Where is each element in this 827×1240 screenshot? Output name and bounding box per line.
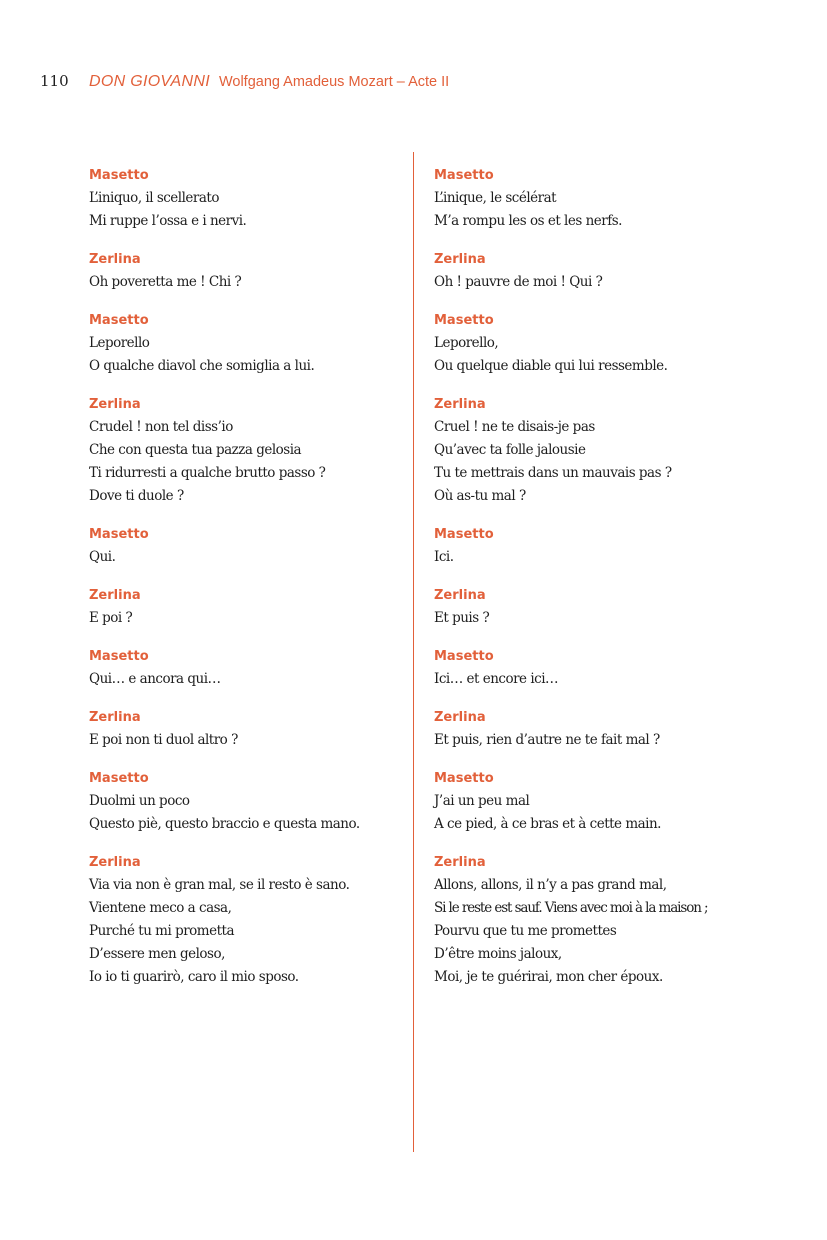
verse-line: L’iniquo, il scellerato <box>89 190 219 206</box>
french-dialogue-block <box>434 309 814 378</box>
verse-line: Pourvu que tu me promettes <box>434 923 617 939</box>
page-number: 110 <box>40 72 69 90</box>
speaker-name: Zerlina <box>434 397 486 412</box>
italian-dialogue-block <box>89 767 407 836</box>
verse-line: D’être moins jaloux, <box>434 946 562 962</box>
speaker-name: Masetto <box>434 527 494 542</box>
speaker-name: Masetto <box>89 168 149 183</box>
verse-line: Leporello <box>89 335 150 351</box>
french-dialogue-block <box>434 523 814 569</box>
verse-line: Qui. <box>89 549 116 565</box>
verse-line: Ici… et encore ici… <box>434 671 559 687</box>
speaker-name: Masetto <box>434 168 494 183</box>
verse-line: Mi ruppe l’ossa e i nervi. <box>89 213 247 229</box>
verse-line: Oh ! pauvre de moi ! Qui ? <box>434 274 603 290</box>
header-subtitle: Wolfgang Amadeus Mozart – Acte II <box>218 74 450 90</box>
french-dialogue-block <box>434 767 814 836</box>
verse-line: Si le reste est sauf. Viens avec moi à la maison ; <box>434 900 708 916</box>
verse-line: O qualche diavol che somiglia a lui. <box>89 358 315 374</box>
verse-line: Ou quelque diable qui lui ressemble. <box>434 358 668 374</box>
italian-column <box>89 164 407 1004</box>
verse-line: J’ai un peu mal <box>434 793 530 809</box>
french-dialogue-block <box>434 851 814 989</box>
verse-line: Moi, je te guérirai, mon cher époux. <box>434 969 663 985</box>
speaker-name: Masetto <box>434 313 494 328</box>
verse-line: Oh poveretta me ! Chi ? <box>89 274 242 290</box>
verse-line: Dove ti duole ? <box>89 488 184 504</box>
italian-dialogue-block <box>89 584 407 630</box>
verse-line: Et puis ? <box>434 610 490 626</box>
italian-dialogue-block <box>89 393 407 508</box>
speaker-name: Zerlina <box>434 855 486 870</box>
verse-line: Via via non è gran mal, se il resto è sano. <box>89 877 350 893</box>
speaker-name: Masetto <box>89 771 149 786</box>
verse-line: D’essere men geloso, <box>89 946 225 962</box>
verse-line: E poi ? <box>89 610 133 626</box>
verse-line: Vientene meco a casa, <box>89 900 232 916</box>
speaker-name: Zerlina <box>434 588 486 603</box>
verse-line: Leporello, <box>434 335 499 351</box>
verse-line: M’a rompu les os et les nerfs. <box>434 213 622 229</box>
column-divider <box>413 152 414 1152</box>
french-dialogue-block <box>434 706 814 752</box>
verse-line: Io io ti guarirò, caro il mio sposo. <box>89 969 299 985</box>
verse-line: Duolmi un poco <box>89 793 190 809</box>
italian-dialogue-block <box>89 309 407 378</box>
italian-dialogue-block <box>89 248 407 294</box>
french-column <box>434 164 814 1004</box>
italian-dialogue-block <box>89 851 407 989</box>
speaker-name: Zerlina <box>434 252 486 267</box>
verse-line: Qu’avec ta folle jalousie <box>434 442 586 458</box>
speaker-name: Masetto <box>89 649 149 664</box>
speaker-name: Zerlina <box>89 397 141 412</box>
verse-line: L’inique, le scélérat <box>434 190 557 206</box>
speaker-name: Zerlina <box>89 588 141 603</box>
french-dialogue-block <box>434 164 814 233</box>
verse-line: Où as-tu mal ? <box>434 488 526 504</box>
french-dialogue-block <box>434 584 814 630</box>
italian-dialogue-block <box>89 706 407 752</box>
verse-line: Questo piè, questo braccio e questa mano. <box>89 816 360 832</box>
verse-line: Et puis, rien d’autre ne te fait mal ? <box>434 732 660 748</box>
italian-dialogue-block <box>89 645 407 691</box>
speaker-name: Masetto <box>89 313 149 328</box>
verse-line: Ti ridurresti a qualche brutto passo ? <box>89 465 326 481</box>
speaker-name: Zerlina <box>89 855 141 870</box>
verse-line: Che con questa tua pazza gelosia <box>89 442 302 458</box>
french-dialogue-block <box>434 248 814 294</box>
speaker-name: Zerlina <box>434 710 486 725</box>
speaker-name: Zerlina <box>89 252 141 267</box>
verse-line: Allons, allons, il n’y a pas grand mal, <box>434 877 667 893</box>
speaker-name: Masetto <box>89 527 149 542</box>
page-header <box>40 72 449 96</box>
speaker-name: Masetto <box>434 771 494 786</box>
speaker-name: Masetto <box>434 649 494 664</box>
verse-line: Crudel ! non tel diss’io <box>89 419 233 435</box>
verse-line: Qui… e ancora qui… <box>89 671 221 687</box>
verse-line: Ici. <box>434 549 454 565</box>
italian-dialogue-block <box>89 164 407 233</box>
speaker-name: Zerlina <box>89 710 141 725</box>
verse-line: Tu te mettrais dans un mauvais pas ? <box>434 465 672 481</box>
verse-line: Cruel ! ne te disais-je pas <box>434 419 595 435</box>
verse-line: A ce pied, à ce bras et à cette main. <box>434 816 661 832</box>
italian-dialogue-block <box>89 523 407 569</box>
verse-line: E poi non ti duol altro ? <box>89 732 238 748</box>
french-dialogue-block <box>434 645 814 691</box>
verse-line: Purché tu mi prometta <box>89 923 235 939</box>
french-dialogue-block <box>434 393 814 508</box>
opera-title: DON GIOVANNI <box>89 73 210 90</box>
